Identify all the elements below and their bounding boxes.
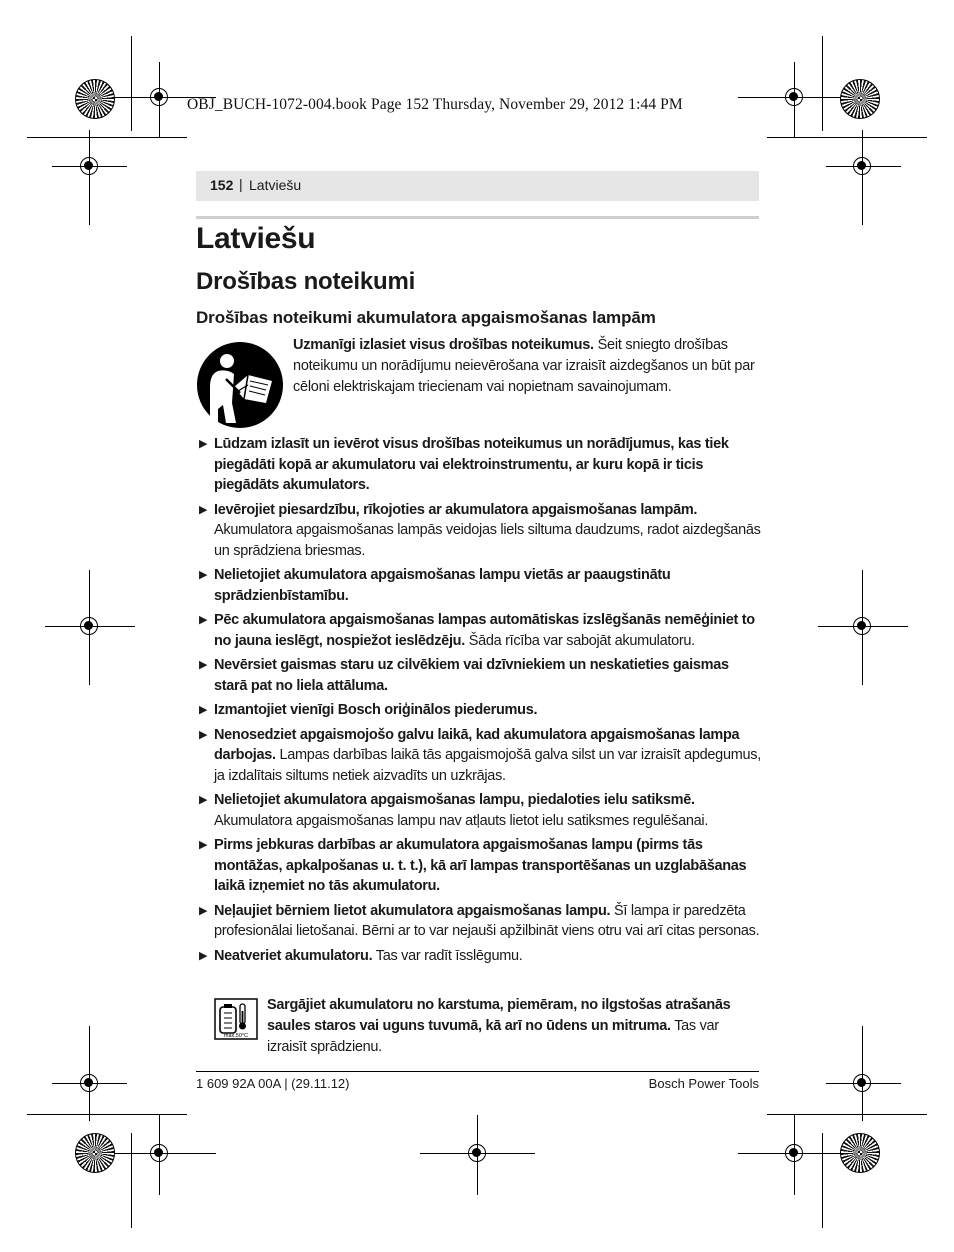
list-item: [196, 655, 762, 696]
bullet-arrow-icon: ▶: [199, 503, 208, 516]
bullet-bold: Nenosedziet apgaismojošo galvu laikā, kad akumulatora apgaismošanas lampa darbojas.: [214, 726, 740, 763]
safety-bullet-list: [196, 434, 762, 970]
list-item: [196, 565, 762, 606]
bullet-bold: Ievērojiet piesardzību, rīkojoties ar akumulatora apgaismošanas lampām.: [214, 501, 698, 518]
bullet-arrow-icon: ▶: [199, 438, 208, 450]
section-title: Drošības noteikumi: [196, 268, 416, 295]
list-item: [196, 610, 762, 651]
footer-rule: [196, 1071, 759, 1072]
list-item: [196, 434, 762, 496]
list-item: [196, 835, 762, 897]
bullet-bold: Izmantojiet vienīgi Bosch oriģinālos piederumus.: [214, 702, 538, 718]
bullet-arrow-icon: ▶: [199, 794, 208, 806]
intro-bold: Uzmanīgi izlasiet visus drošības noteikumus.: [293, 337, 594, 353]
read-manual-icon: [196, 341, 284, 429]
header-separator: |: [239, 176, 243, 192]
page-number: 152: [210, 177, 234, 193]
page-header: [196, 171, 759, 201]
heat-warning-bold: Sargājiet akumulatoru no karstuma, piemēram, no ilgstošas atrašanās saules staros vai uguns tuvumā, kā arī no ūdens un mitruma.: [267, 997, 731, 1034]
bullet-arrow-icon: ▶: [199, 839, 208, 851]
bullet-text: Akumulatora apgaismošanas lampās veidojas liels siltuma daudzums, radot aizdegšanās un sprādziena briesmas.: [214, 522, 761, 559]
page-title: Latviešu: [196, 222, 316, 255]
heat-warning-text: [267, 995, 757, 1058]
list-item: [196, 901, 762, 942]
bullet-bold: Nelietojiet akumulatora apgaismošanas lampu, piedaloties ielu satiksmē.: [214, 792, 695, 808]
list-item: [196, 790, 762, 831]
bullet-arrow-icon: ▶: [199, 904, 208, 917]
bullet-text: Akumulatora apgaismošanas lampu nav atļauts lietot ielu satiksmes regulēšanai.: [214, 812, 709, 829]
footer-doc-number: 1 609 92A 00A | (29.11.12): [196, 1076, 350, 1091]
list-item: [196, 500, 762, 562]
bullet-bold: Pirms jebkuras darbības ar akumulatora apgaismošanas lampu (pirms tās montāžas, apkalpošanas u. t. t.), kā arī lampas transportēšanas un uzglabāšanas laikā izņemiet no tās akumulatoru.: [214, 837, 747, 894]
bullet-arrow-icon: ▶: [199, 659, 208, 671]
bullet-bold: Lūdzam izlasīt un ievērot visus drošības noteikumus un norādījumus, kas tiek piegādāti kopā ar akumulatoru vai elektroinstrumentu, ar kuru kopā ir ticis piegādāts akumulators.: [214, 436, 729, 493]
bullet-arrow-icon: ▶: [199, 949, 208, 962]
sub-title: Drošības noteikumi akumulatora apgaismošanas lampām: [196, 308, 656, 327]
list-item: [196, 946, 762, 967]
bullet-text: Šāda rīcība var sabojāt akumulatoru.: [464, 632, 695, 649]
bullet-bold: Nevērsiet gaismas staru uz cilvēkiem vai dzīvniekiem un neskatieties gaismas starā pat no liela attāluma.: [214, 657, 729, 694]
bullet-text: Šī lampa ir paredzēta profesionālai lietošanai. Bērni ar to var nejauši apžilbināt viens otru vai arī citas personas.: [214, 902, 760, 939]
bullet-text: Tas var radīt īsslēgumu.: [372, 947, 523, 964]
bullet-arrow-icon: ▶: [199, 614, 208, 626]
bullet-arrow-icon: ▶: [199, 728, 208, 741]
bullet-bold: Neatveriet akumulatoru.: [214, 947, 373, 964]
list-item: [196, 725, 762, 787]
heat-warning-icon: [214, 998, 258, 1040]
intro-text: Šeit sniegto drošības noteikumu un norādījumu neievērošana var izraisīt aizdegšanos un būt par cēloni elektriskajam triecienam vai nopietnam savainojumam.: [293, 337, 755, 395]
footer-brand: Bosch Power Tools: [648, 1076, 759, 1091]
header-language: Latviešu: [249, 177, 302, 193]
intro-paragraph: [293, 335, 763, 398]
bullet-arrow-icon: ▶: [199, 569, 208, 581]
bullet-text: Lampas darbības laikā tās apgaismojošā galva silst un var izraisīt apdegumus, ja izdalītais siltums netiek aizvadīts un uzkrājas.: [214, 747, 761, 784]
list-item: [196, 700, 762, 721]
header-rule: [196, 216, 759, 219]
heat-warning-rest: Tas var izraisīt sprādzienu.: [267, 1018, 719, 1055]
heat-icon-label: max.50°C: [223, 1033, 249, 1039]
bullet-arrow-icon: ▶: [199, 704, 208, 716]
print-slug: OBJ_BUCH-1072-004.book Page 152 Thursday, November 29, 2012 1:44 PM: [187, 96, 683, 113]
bullet-bold: Nelietojiet akumulatora apgaismošanas lampu vietās ar paaugstinātu sprādzienbīstamību.: [214, 567, 671, 604]
bullet-bold: Pēc akumulatora apgaismošanas lampas automātiskas izslēgšanās nemēģiniet to no jauna ieslēgt, nospiežot ieslēdzēju.: [214, 612, 755, 649]
bullet-bold: Neļaujiet bērniem lietot akumulatora apgaismošanas lampu.: [214, 902, 611, 919]
